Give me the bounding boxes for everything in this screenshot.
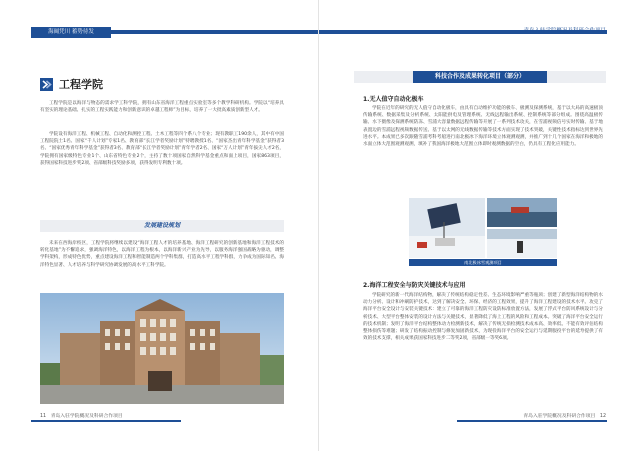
section-band — [40, 220, 284, 232]
page-number: 11 — [40, 414, 47, 419]
right-page — [319, 0, 638, 451]
header-tag: 海阔凭川 蓄势待发 — [31, 27, 111, 38]
section-label: 科技合作及成果转化项目（部分） — [413, 71, 547, 83]
polar-equipment-photo — [409, 198, 485, 258]
footer-title: 青岛入驻学院概况及科研合作项目 — [50, 414, 123, 419]
school-title: 工程学院 — [59, 78, 103, 91]
plan-paragraph: 未来在西海岸校区，工程学院将继续以建设“海洋工程人才的培养基地、海洋工程研究的创新基地和海洋工程技术的转化基地”为不懈追求，强调海洋特色，以海洋工程为根本，以海洋新兴产业为先导，以服务海洋强国战略为驱动，调整学科架构，形成特色优势，重点建设海洋工程和智能制造两个学科集群，打造高水平工程学科群，力争成为国际知名、海洋特色显著、人才培养与科学研究协调发展的高水平工科学院。 — [40, 241, 284, 268]
project-2-text: 学院研究的新一代海洋结构物，解决了传统结构稳定性差、生态环境影响严重等瓶颈；创建了新型海洋结构物的水动力分析、设计和冲刷防护技术，达到了解决安全、环保、经济的工程效果，提升了海洋工程建设的技术水平。攻克了海洋平台安全设计与安装关键技术：建立了可靠的海洋工程防灾设防标准放置方法，发展了浮式平台防风系统设计与分析技术、大型平台整体安装的设计方法与关键技术，显著降低了海上工程的风险和工程成本。突破了海洋平台安全运行的技术机制；发明了海洋平台结构整体动力检测新技术，解决了传统无损检测技术成本高、效率低、不能有效评估结构整体损伤等难题；研发了结构振动控制与修复加固新技术，为现役海洋平台的安全运行与延期服役平台的延寿提供了有效的技术支撑，相关成果获国家科技进步二等奖2项，省部级一等奖6项。 — [363, 293, 603, 342]
footer — [523, 412, 606, 422]
footer — [40, 412, 123, 422]
footer-title: 青岛入驻学院概况及科研合作项目 — [523, 414, 596, 419]
intro-paragraph-1: 工程学院是以海洋与物态的需求学工科学院，拥有山东省海洋工程重点实验室等多个教学科研机构。学院以“培养具有坚实的理论基础、扎实的工程实践能力和创新意识的卓越工程师”为目标，培养了一大批高素质创新型人才。 — [40, 101, 284, 114]
page-number: 12 — [599, 414, 606, 419]
campus-building-photo — [40, 293, 284, 404]
chevron-badge-icon — [40, 78, 53, 91]
project-1-title: 1.无人值守自动化极车 — [363, 96, 424, 103]
polar-ice-photo — [487, 229, 557, 258]
polar-sea-photo — [487, 198, 557, 227]
header-title: 青岛入驻学院概况及科研合作项目 — [523, 28, 606, 34]
section-band — [354, 71, 606, 83]
intro-paragraph-2: 学院设有海洋工程、机械工程、自动化和测控工程、土木工程等四个系八个专业；现有教职工190余人，其中有中国工程院院士1名、国家“千人计划”专家1名、教育部“长江学者奖励计划”特聘教授1名、“国家杰出青年科学基金”获得者3名、“国家优秀青年科学基金”获得者3名、教育部“长江学者奖励计划”青年学者2名、国家“万人计划”青年拔尖人才2名，学院拥有国家级特色专业1个、山东省特色专业2个，主持了数十项国家自然科学基金重点和面上项目，国家863项目，获得国家科技进步奖2项、省部级科技奖励多项，获得发明专利数十项。 — [40, 132, 284, 166]
project-2-title: 2.海洋工程安全与防灾关键技术与应用 — [363, 282, 466, 289]
school-heading — [40, 76, 103, 92]
section-label: 发展建设规划 — [143, 222, 181, 229]
photo-caption: 南北极冰雪观测项目 — [409, 259, 557, 266]
project-1-text: 学院在近年的研究的无人值守自动化极车，由具有自动维护功能的极车、极测及探测系统，基于以大局的高速极顶传输系统、数据采集及分析系统、太阳能供电及管理系统、无线远程输出系统、控制系统等部分组成。围绕高温极传输、水下摄像及探测系统防冻、雪浦大容量数据远程传输等开展了一系列技术攻关，在雪浦视频信号实时传输、基于地表置边的雪浦远程视频数据传送、基于以太网的无线数据传输等技术方面实现了技术突破，关键性技术指标达到世界先进水平。本成果已多次跟随雪浦考科考船进行南北极冰下海洋环境立体观测观测，并推广到十几个国家在海洋和极地的水面立体大范围观测观测，填补了我国海洋极地大范围立体即时观测数据的空白，仍具有工程化应用能力。 — [363, 106, 603, 148]
